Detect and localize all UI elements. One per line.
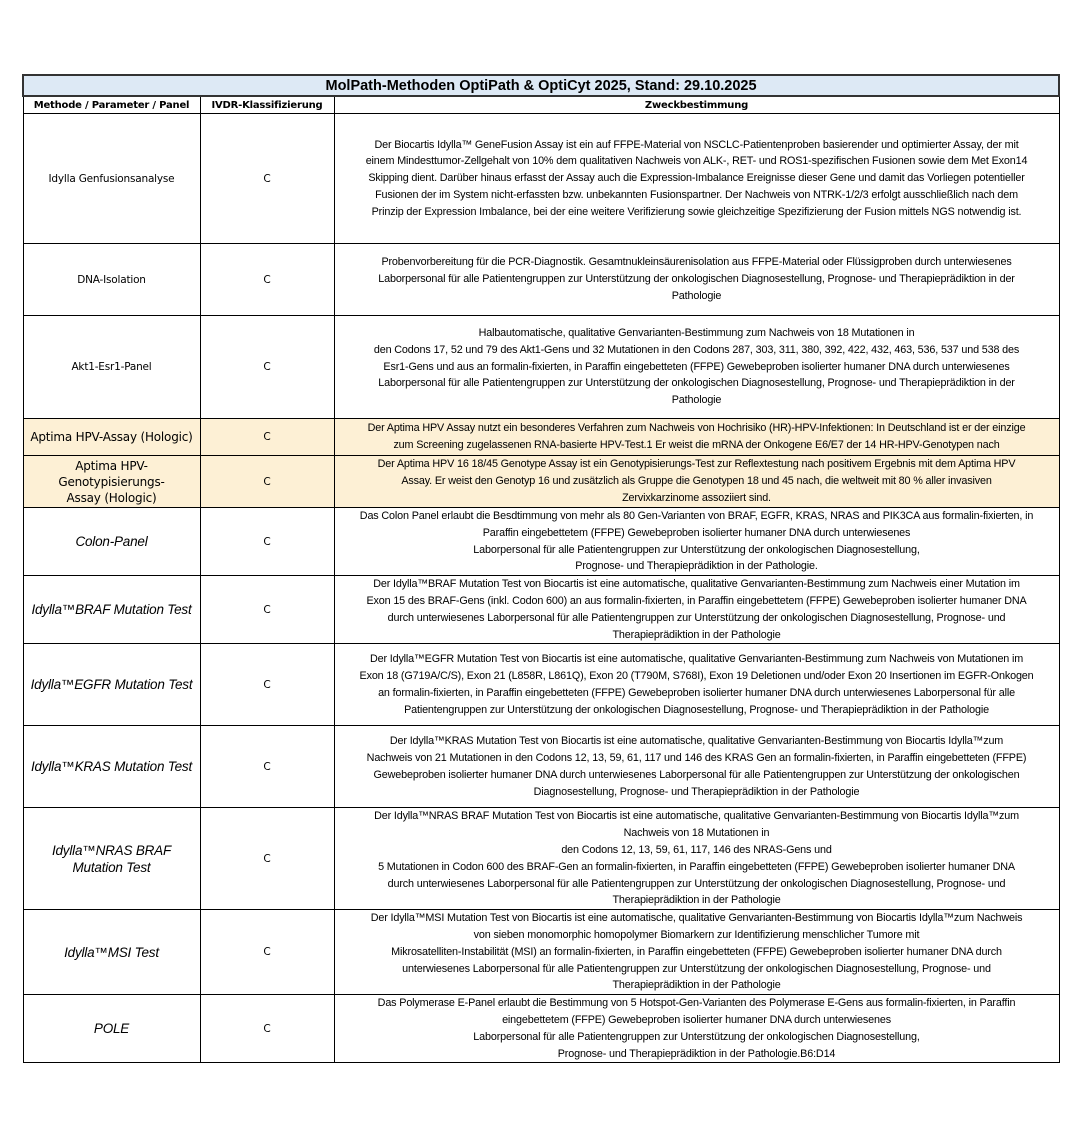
purpose-line: Der Idylla™MSI Mutation Test von Biocartis ist eine automatische, qualitative Genvarianten-Bestimmung von Biocartis Idylla™zum Nachweis	[370, 912, 1023, 925]
purpose-cell	[334, 808, 1059, 910]
method-name-line: Aptima HPV-Genotypisierungs-	[58, 458, 165, 489]
purpose-cell	[334, 244, 1059, 316]
purpose-line: Laborpersonal für alle Patientengruppen zur Unterstützung der onkologischen Diagnosestellung,	[473, 1030, 920, 1043]
purpose-cell	[334, 419, 1059, 456]
methods-document	[22, 74, 1058, 1063]
purpose-line: Laborpersonal für alle Patientengruppen zur Unterstützung der onkologischen Diagnosestellung, Prognose- und Therapieprädiktion in der	[378, 273, 1015, 286]
method-name-cell: Idylla™MSI Test	[23, 910, 200, 995]
ivdr-class-cell: C	[200, 808, 334, 910]
ivdr-class-cell: C	[200, 726, 334, 808]
table-row	[23, 456, 1059, 508]
purpose-cell	[334, 644, 1059, 726]
purpose-cell	[334, 910, 1059, 995]
purpose-line: Pathologie	[671, 289, 722, 302]
ivdr-class-cell: C	[200, 114, 334, 244]
method-name-cell: DNA-Isolation	[23, 244, 200, 316]
purpose-line: Das Polymerase E-Panel erlaubt die Bestimmung von 5 Hotspot-Gen-Varianten des Polymerase E-Gens aus formalin-fixierten, in Paraffin	[377, 997, 1016, 1010]
purpose-line: Exon 18 (G719A/C/S), Exon 21 (L858R, L861Q), Exon 20 (T790M, S768I), Exon 19 Deletionen und/oder Exon 20 Insertionen im EGFR-Onkogen	[359, 670, 1034, 683]
purpose-line: durch unterwiesenes Laborpersonal für alle Patientengruppen zur Unterstützung der onkologischen Diagnosestellung, Prognose- und	[387, 611, 1006, 624]
method-name-cell: Colon-Panel	[23, 508, 200, 576]
purpose-line: Der Idylla™EGFR Mutation Test von Biocartis ist eine automatische, qualitative Genvarianten-Bestimmung zum Nachweis von Mutationen im	[369, 653, 1024, 666]
purpose-line: Nachweis von 18 Mutationen in	[623, 827, 770, 840]
purpose-line: Assay. Er weist den Genotyp 16 und zusätzlich als Gruppe die Genotypen 18 und 45 nach, die weltweit mit 80 % aller invasiven	[401, 475, 992, 488]
method-name-line: Assay (Hologic)	[66, 490, 157, 505]
purpose-line: Nachweis von 21 Mutationen in den Codons 12, 13, 59, 61, 117 und 146 des KRAS Gen an formalin-fixierten, in Paraffin eingebetteten (FFPE)	[366, 752, 1027, 765]
ivdr-class-cell: C	[200, 910, 334, 995]
header-row	[23, 96, 1059, 114]
purpose-line: Fusionen der im System nicht-erfassten bzw. unbekannten Fusionspartner. Der Nachweis von NTRK-1/2/3 erfolgt ausschließlich nach dem	[375, 188, 1018, 201]
table-row	[23, 316, 1059, 419]
purpose-line: eingebettetem (FFPE) Gewebeproben isolierter humaner DNA durch unterwiesenes	[502, 1013, 891, 1026]
method-name-cell	[23, 456, 200, 508]
purpose-line: Zervixkarzinome assoziiert sind.	[622, 491, 771, 504]
purpose-line: Prinzip der Expression Imbalance, bei der eine weitere Verifizierung sowie gleichzeitige Spezifizierung der Fusion mittels NGS notwendig ist.	[371, 205, 1022, 218]
method-name-cell: Idylla™BRAF Mutation Test	[23, 576, 200, 644]
column-header-method: Methode / Parameter / Panel	[23, 96, 200, 114]
methods-table	[22, 74, 1060, 1063]
purpose-line: Der Aptima HPV Assay nutzt ein besonderes Verfahren zum Nachweis von Hochrisiko (HR)-HPV-Infektionen: In Deutschland ist er der einzige	[367, 422, 1026, 435]
purpose-line: Der Idylla™KRAS Mutation Test von Biocartis ist eine automatische, qualitative Genvarianten-Bestimmung von Biocartis Idylla™zum	[389, 735, 1004, 748]
purpose-line: Prognose- und Therapieprädiktion in der Pathologie.	[575, 560, 818, 573]
column-header-purpose: Zweckbestimmung	[334, 96, 1059, 114]
purpose-line: den Codons 17, 52 und 79 des Akt1-Gens und 32 Mutationen in den Codons 287, 303, 311, 380, 392, 422, 432, 463, 536, 537 und 538 des	[373, 343, 1020, 356]
table-row	[23, 419, 1059, 456]
purpose-line: durch unterwiesenes Laborpersonal für alle Patientengruppen zur Unterstützung der onkologischen Diagnosestellung, Prognose- und	[387, 877, 1006, 890]
table-row	[23, 114, 1059, 244]
purpose-line: unterwiesenes Laborpersonal für alle Patientengruppen zur Unterstützung der onkologischen Diagnosestellung, Prognose- und	[402, 962, 991, 975]
purpose-line: Gewebeproben isolierter humaner DNA durch unterwiesenes Laborpersonal für alle Patientengruppen zur Unterstützung der onkologischen	[373, 768, 1020, 781]
purpose-line: einem Mindesttumor-Zellgehalt von 10% dem qualitativen Nachweis von ALK-, RET- und ROS1-spezifischen Fusionen sowie dem Met Exon14	[365, 155, 1028, 168]
ivdr-class-cell: C	[200, 644, 334, 726]
purpose-line: Pathologie	[671, 394, 722, 407]
ivdr-class-cell: C	[200, 995, 334, 1063]
table-row	[23, 995, 1059, 1063]
purpose-line: Therapieprädiktion in der Pathologie	[612, 628, 781, 641]
purpose-line: Das Colon Panel erlaubt die Besdtimmung von mehr als 80 Gen-Varianten von BRAF, EGFR, KRAS, NRAS and PIK3CA aus formalin-fixierten, in	[359, 510, 1034, 522]
table-row	[23, 910, 1059, 995]
method-name-line: Idylla™NRAS BRAF	[51, 842, 172, 858]
purpose-line: Mikrosatelliten-Instabilität (MSI) an formalin-fixierten, in Paraffin eingebetteten (FFPE) Gewebeproben isolierter humaner DNA durch	[391, 945, 1002, 958]
purpose-cell	[334, 726, 1059, 808]
purpose-line: Der Aptima HPV 16 18/45 Genotype Assay ist ein Genotypisierungs-Test zur Reflextestung nach positivem Ergebnis mit dem Aptima HPV	[377, 458, 1016, 471]
purpose-line: Laborpersonal für alle Patientengruppen zur Unterstützung der onkologischen Diagnosestellung,	[473, 543, 920, 556]
purpose-line: 5 Mutationen in Codon 600 des BRAF-Gen an formalin-fixierten, in Paraffin eingebetteten (FFPE) Gewebeproben isolierter humaner DNA	[378, 860, 1015, 873]
purpose-line: von sieben monomorphic homopolymer Biomarkern zur Identifizierung menschlicher Tumore mit	[473, 928, 920, 941]
method-name-cell: Idylla™KRAS Mutation Test	[23, 726, 200, 808]
method-name-cell	[23, 808, 200, 910]
table-row	[23, 576, 1059, 644]
purpose-line: Esr1-Gens und aus an formalin-fixierten, in Paraffin eingebetteten (FFPE) Gewebeproben isolierter humaner DNA durch unterwiesenes	[383, 360, 1010, 373]
method-name-line: Mutation Test	[72, 859, 151, 875]
purpose-line: Diagnosestellung, Prognose- und Therapieprädiktion in der Pathologie	[533, 785, 860, 798]
table-row	[23, 808, 1059, 910]
method-name-cell: Idylla™EGFR Mutation Test	[23, 644, 200, 726]
purpose-line: den Codons 12, 13, 59, 61, 117, 146 des NRAS-Gens und	[561, 843, 832, 856]
purpose-cell	[334, 508, 1059, 576]
column-header-ivdr: IVDR-Klassifizierung	[200, 96, 334, 114]
purpose-line: Der Idylla™NRAS BRAF Mutation Test von Biocartis ist eine automatische, qualitative Genvarianten-Bestimmung von Biocartis Idylla™zum	[374, 810, 1019, 823]
purpose-line: Therapieprädiktion in der Pathologie	[612, 979, 781, 992]
purpose-line: Skipping dient. Darüber hinaus erfasst der Assay auch die Expression-Imbalance Ereignisse dieser Gene und damit das Vorliegen potentieller	[368, 172, 1025, 185]
purpose-line: an formalin-fixierten, in Paraffin eingebetteten (FFPE) Gewebeproben isolierter humaner DNA durch unterwiesenes Laborpersonal für alle	[378, 686, 1015, 699]
title-row	[23, 75, 1059, 96]
ivdr-class-cell: C	[200, 244, 334, 316]
method-name-cell: Aptima HPV-Assay (Hologic)	[23, 419, 200, 456]
purpose-line: Therapieprädiktion in der Pathologie	[612, 894, 781, 907]
purpose-line: Paraffin eingebettetem (FFPE) Gewebeproben isolierter humaner DNA durch unterwiesenes	[482, 526, 911, 539]
table-row	[23, 244, 1059, 316]
purpose-line: zum Screening zugelassenen RNA-basierte HPV-Test.1 Er weist die mRNA der Onkogene E6/E7 der 14 HR-HPV-Genotypen nach	[393, 439, 1000, 451]
purpose-line: Halbautomatische, qualitative Genvarianten-Bestimmung zum Nachweis von 18 Mutationen in	[478, 327, 915, 339]
table-row	[23, 508, 1059, 576]
document-title: MolPath-Methoden OptiPath & OptiCyt 2025, Stand: 29.10.2025	[23, 75, 1059, 96]
purpose-cell	[334, 114, 1059, 244]
purpose-cell	[334, 995, 1059, 1063]
purpose-line: Laborpersonal für alle Patientengruppen zur Unterstützung der onkologischen Diagnosestellung, Prognose- und Therapieprädiktion in der	[378, 377, 1015, 390]
ivdr-class-cell: C	[200, 508, 334, 576]
purpose-line: Der Idylla™BRAF Mutation Test von Biocartis ist eine automatische, qualitative Genvarianten-Bestimmung zum Nachweis einer Mutation im	[373, 578, 1020, 591]
method-name-cell: Idylla Genfusionsanalyse	[23, 114, 200, 244]
ivdr-class-cell: C	[200, 576, 334, 644]
purpose-line: Probenvorbereitung für die PCR-Diagnostik. Gesamtnukleinsäurenisolation aus FFPE-Material oder Flüssigproben durch unterwiesenes	[381, 256, 1012, 269]
method-name-cell: Akt1-Esr1-Panel	[23, 316, 200, 419]
table-row	[23, 644, 1059, 726]
purpose-cell	[334, 316, 1059, 419]
purpose-line: Exon 15 des BRAF-Gens (inkl. Codon 600) an aus formalin-fixierten, in Paraffin eingebettetem (FFPE) Gewebeproben isolierter humaner DNA	[366, 594, 1027, 607]
ivdr-class-cell: C	[200, 456, 334, 508]
table-row	[23, 726, 1059, 808]
ivdr-class-cell: C	[200, 419, 334, 456]
ivdr-class-cell: C	[200, 316, 334, 419]
purpose-line: Patientengruppen zur Unterstützung der onkologischen Diagnosestellung, Prognose- und Therapieprädiktion in der Pathologie	[404, 703, 989, 716]
purpose-line: Prognose- und Therapieprädiktion in der Pathologie.B6:D14	[557, 1047, 836, 1060]
purpose-line: Der Biocartis Idylla™ GeneFusion Assay ist ein auf FFPE-Material von NSCLC-Patientenproben basierender und optimierter Assay, der mit	[374, 138, 1019, 151]
purpose-cell	[334, 456, 1059, 508]
method-name-cell: POLE	[23, 995, 200, 1063]
purpose-cell	[334, 576, 1059, 644]
